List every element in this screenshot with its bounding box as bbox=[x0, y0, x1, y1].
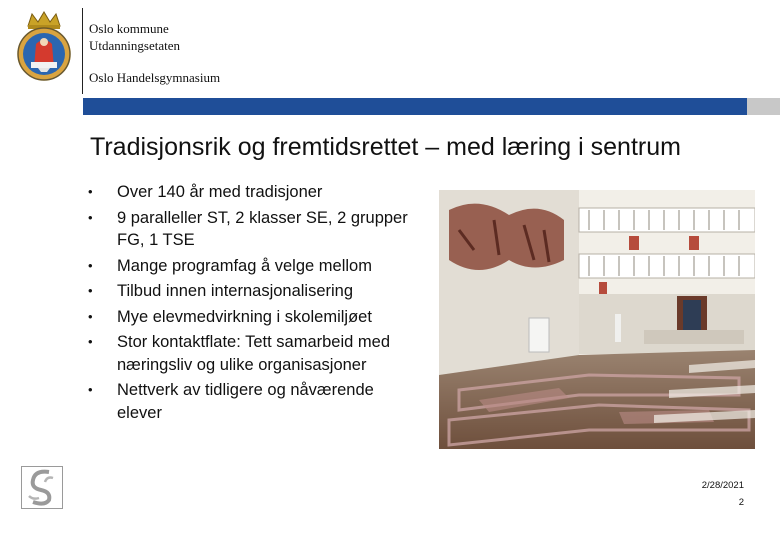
department-name: Utdanningsetaten bbox=[89, 38, 180, 53]
bullet-list bbox=[88, 181, 418, 427]
header-blue-bar bbox=[83, 98, 747, 115]
page-number: 2 bbox=[738, 497, 744, 508]
bullet-text: Stor kontaktflate: Tett samarbeid med næringsliv og ulike organisasjoner bbox=[117, 333, 390, 374]
bullet-marker: • bbox=[88, 382, 93, 397]
bullet-text: Over 140 år med tradisjoner bbox=[117, 183, 323, 201]
bullet-item bbox=[88, 306, 418, 329]
bullet-text: Tilbud innen internasjonalisering bbox=[117, 282, 354, 300]
bullet-text: Mye elevmedvirkning i skolemiljøet bbox=[117, 307, 372, 326]
bullet-item bbox=[88, 379, 418, 424]
bullet-text: Nettverk av tidligere og nåværende elever bbox=[117, 381, 374, 422]
bullet-marker: • bbox=[88, 283, 93, 298]
bullet-marker: • bbox=[88, 334, 93, 349]
bullet-marker: • bbox=[88, 257, 93, 273]
bullet-marker: • bbox=[88, 184, 93, 199]
org-name: Oslo kommune bbox=[89, 21, 169, 36]
slide-date: 2/28/2021 bbox=[701, 480, 744, 491]
oslo-kommune-emblem-icon bbox=[21, 466, 63, 509]
bullet-item bbox=[88, 181, 418, 204]
header-grey-block bbox=[747, 98, 780, 115]
atrium-hall-photo bbox=[439, 190, 755, 449]
bullet-marker: • bbox=[88, 308, 93, 324]
oslo-coat-of-arms-logo bbox=[14, 10, 74, 82]
bullet-text: 9 paralleller ST, 2 klasser SE, 2 grupper FG, 1 TSE bbox=[117, 208, 408, 249]
header-divider bbox=[82, 8, 83, 94]
slide-title: Tradisjonsrik og fremtidsrettet – med læring i sentrum bbox=[90, 133, 681, 161]
bullet-item bbox=[88, 255, 418, 278]
bullet-item bbox=[88, 331, 418, 376]
school-name: Oslo Handelsgymnasium bbox=[89, 70, 221, 85]
bullet-item bbox=[88, 207, 418, 252]
bullet-item bbox=[88, 280, 418, 303]
bullet-text: Mange programfag å velge mellom bbox=[117, 256, 372, 275]
bullet-marker: • bbox=[88, 209, 93, 225]
